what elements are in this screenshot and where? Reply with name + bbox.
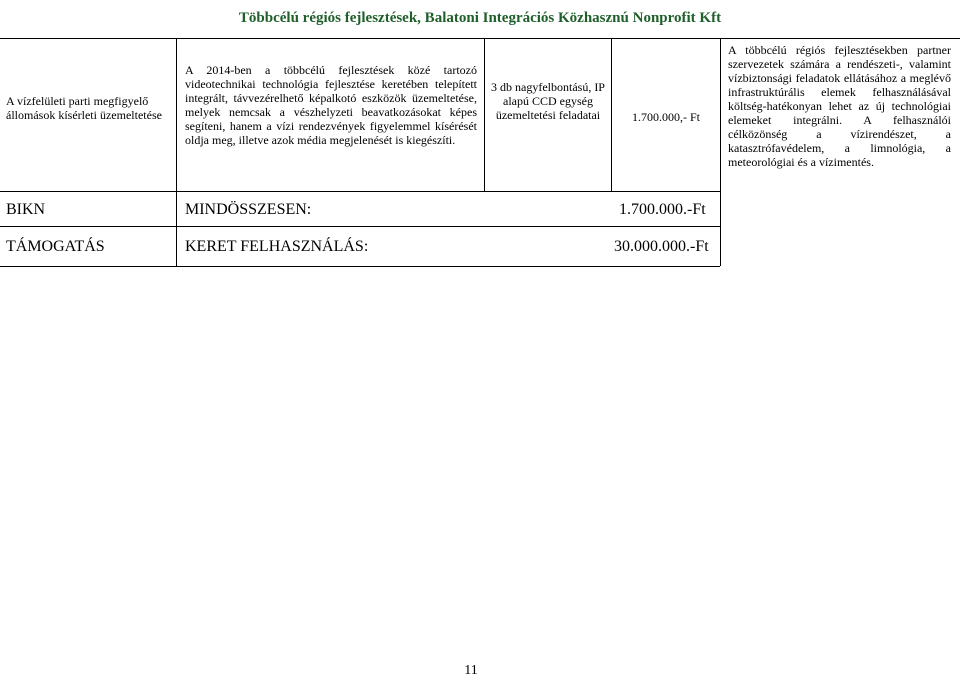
- summary-total-value: 1.700.000.-Ft: [619, 201, 706, 218]
- summary-top-border: [0, 191, 720, 192]
- support-frame-value: 30.000.000.-Ft: [614, 238, 709, 255]
- project-amount-cell: 1.700.000,- Ft: [631, 110, 700, 124]
- column-divider-1: [176, 38, 177, 266]
- project-name-cell: A vízfelületi parti megfigyelő állomások kísérleti üzemeltetése: [6, 94, 162, 122]
- table-top-border: [0, 38, 960, 39]
- project-description-cell: A 2014-ben a többcélú fejlesztések közé tartozó videotechnikai technológia fejlesztése keretében telepített integrált, távvezérelhető képalkotó eszközök üzemeltetése, melyek nemcsak a vészhelyzeti beavatkozásokat képes segíteni, hanem a vízi rendezvények figyelemmel kísérését oldja meg, illetve azok média megjelenését is kiegészíti.: [185, 63, 477, 147]
- page-number: 11: [464, 663, 478, 678]
- column-divider-3: [611, 38, 612, 191]
- column-divider-2: [484, 38, 485, 191]
- project-benefits-cell: A többcélú régiós fejlesztésekben partner szervezetek számára a rendészeti-, valamint vízbiztonsági feladatok ellátásához a meglévő infrastruktúrális elemek felhasználásával költség-hatékonyan lehet az új technológiai elemeket integrálni. A felhasználói célközönség a vízirendészet, a katasztrófavédelem, a limnológia, a meteorológiai és a vízimentés.: [728, 43, 951, 169]
- project-tasks-cell: 3 db nagyfelbontású, IP alapú CCD egység üzemeltetési feladatai: [491, 80, 605, 122]
- summary-label-bikn: BIKN: [6, 201, 46, 218]
- column-divider-4: [720, 38, 721, 266]
- support-frame-label: KERET FELHASZNÁLÁS:: [185, 238, 369, 255]
- document-title: Többcélú régiós fejlesztések, Balatoni Integrációs Közhasznú Nonprofit Kft: [238, 10, 722, 26]
- support-label: TÁMOGATÁS: [6, 238, 105, 255]
- summary-label-total: MINDÖSSZESEN:: [185, 201, 312, 218]
- table-bottom-border: [0, 266, 720, 267]
- summary-bottom-border: [0, 226, 720, 227]
